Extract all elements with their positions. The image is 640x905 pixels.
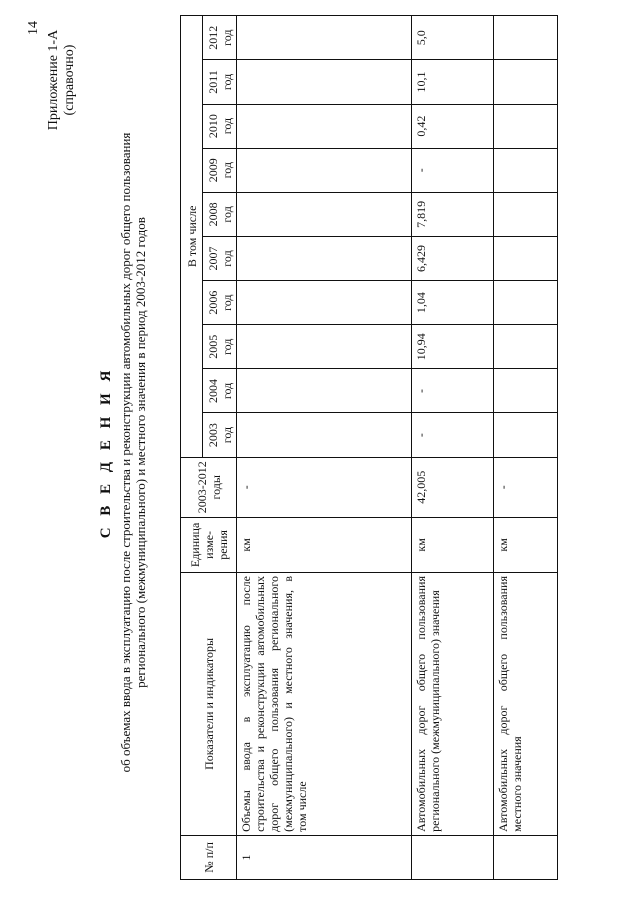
header-year: 2006 год [203, 281, 237, 325]
row-year-value [237, 148, 412, 192]
row-year-value: - [412, 148, 494, 192]
row-year-value [237, 104, 412, 148]
header-year: 2010 год [203, 104, 237, 148]
row-indicator: Автомобильных дорог общего пользования местного значения [494, 573, 558, 836]
row-number [412, 835, 494, 879]
row-number [494, 835, 558, 879]
header-indicator: Показатели и индикаторы [181, 573, 237, 836]
row-year-value [494, 236, 558, 280]
row-year-value: - [412, 413, 494, 457]
row-year-value [237, 60, 412, 104]
row-year-value [494, 148, 558, 192]
appendix-line-2: (справочно) [62, 44, 77, 116]
row-year-value: 5,0 [412, 16, 494, 60]
row-year-value [494, 325, 558, 369]
row-unit: км [412, 517, 494, 572]
header-year: 2011 год [203, 60, 237, 104]
row-year-value [494, 369, 558, 413]
header-year: 2008 год [203, 192, 237, 236]
header-year: 2009 год [203, 148, 237, 192]
header-num: № п/п [181, 835, 237, 879]
row-year-value: 7,819 [412, 192, 494, 236]
row-year-value [494, 104, 558, 148]
data-table [180, 15, 558, 880]
row-year-value: 1,04 [412, 281, 494, 325]
row-year-value [237, 16, 412, 60]
row-year-value [494, 60, 558, 104]
row-total: 42,005 [412, 457, 494, 517]
row-number: 1 [237, 835, 412, 879]
page-number: 14 [26, 21, 41, 35]
row-year-value: 10,94 [412, 325, 494, 369]
row-indicator: Автомобильных дорог общего пользования регионального (межмуниципального) значения [412, 573, 494, 836]
header-including: В том числе [181, 16, 203, 458]
header-year: 2003 год [203, 413, 237, 457]
row-year-value: 0,42 [412, 104, 494, 148]
appendix-label [46, 15, 78, 145]
header-unit: Единица изме-рения [181, 517, 237, 572]
row-year-value [494, 281, 558, 325]
row-year-value [494, 16, 558, 60]
table-row [412, 16, 494, 880]
row-year-value [237, 192, 412, 236]
table-row [494, 16, 558, 880]
row-year-value [237, 369, 412, 413]
appendix-line-1: Приложение 1-А [46, 29, 61, 131]
row-year-value: - [412, 369, 494, 413]
document-title: С В Е Д Е Н И Я [98, 366, 114, 539]
row-year-value [237, 236, 412, 280]
row-year-value [237, 325, 412, 369]
row-unit: км [494, 517, 558, 572]
row-year-value: 6,429 [412, 236, 494, 280]
row-year-value [494, 413, 558, 457]
header-year: 2005 год [203, 325, 237, 369]
row-year-value: 10,1 [412, 60, 494, 104]
row-year-value [494, 192, 558, 236]
row-indicator: Объемы ввода в эксплуатацию после строительства и реконструкции автомобильных дорог общего пользования регионального (межмуниципального) и местного значения, в том числе [237, 573, 412, 836]
row-year-value [237, 413, 412, 457]
document-subtitle [118, 60, 148, 845]
row-year-value [237, 281, 412, 325]
header-year: 2007 год [203, 236, 237, 280]
header-year: 2012 год [203, 16, 237, 60]
table-row [237, 16, 412, 880]
row-total: - [237, 457, 412, 517]
header-total: 2003-2012 годы [181, 457, 237, 517]
subtitle-line-1: об объемах ввода в эксплуатацию после строительства и реконструкции автомобильных дорог общего пользования [118, 132, 133, 773]
header-year: 2004 год [203, 369, 237, 413]
subtitle-line-2: регионального (межмуниципального) и местного значения в период 2003-2012 годов [133, 217, 148, 688]
row-total: - [494, 457, 558, 517]
row-unit: км [237, 517, 412, 572]
